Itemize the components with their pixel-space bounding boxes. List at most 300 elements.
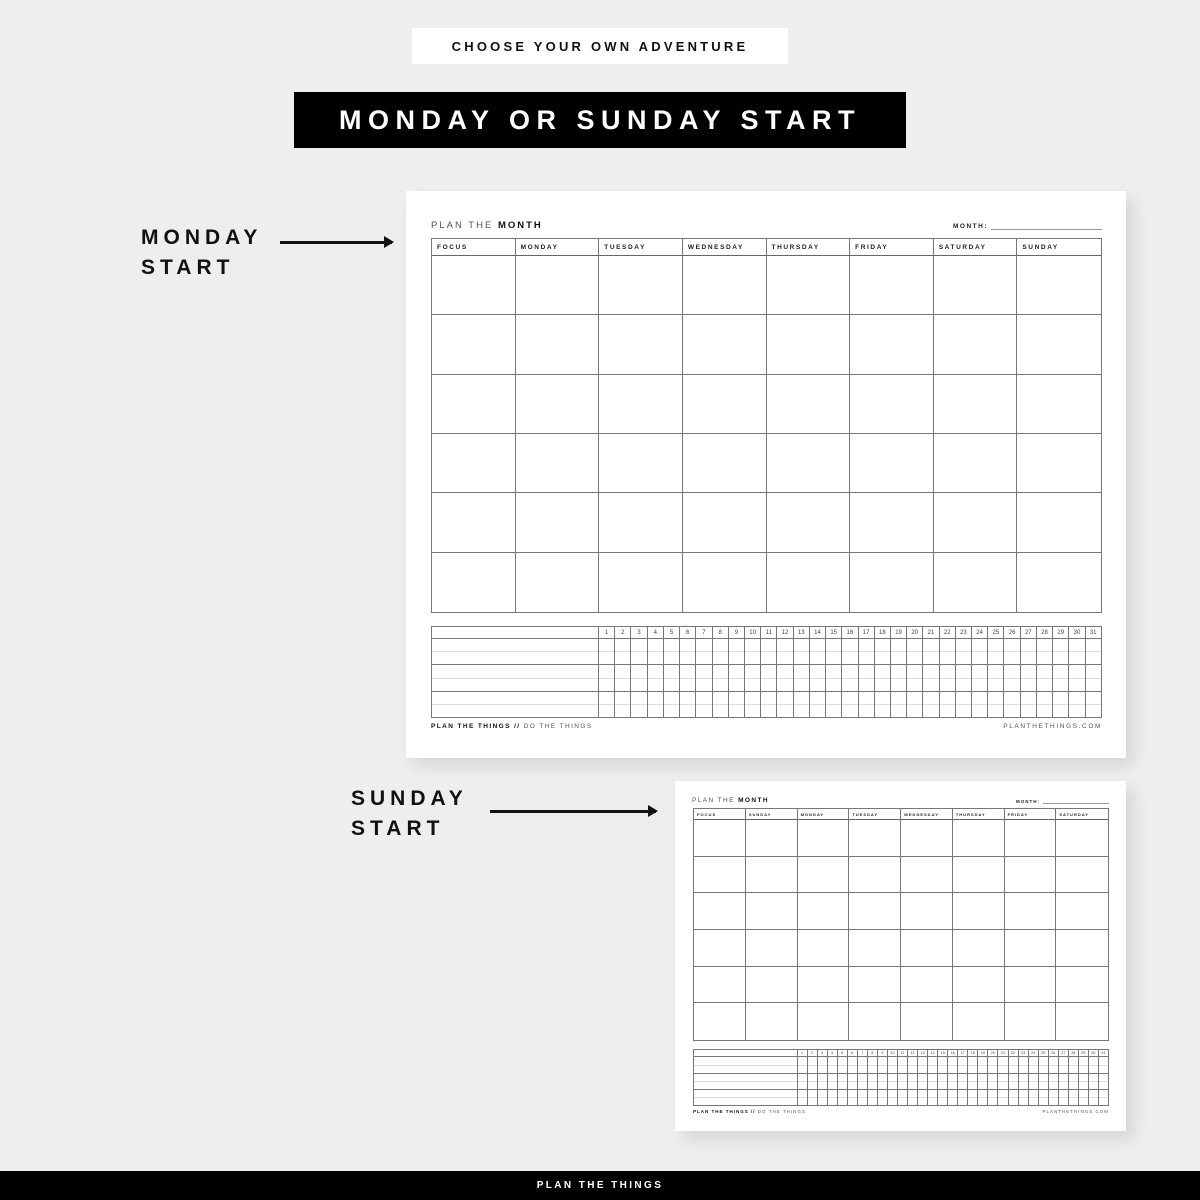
planner-footer-light: DO THE THINGS	[523, 723, 593, 730]
tracker-subline	[858, 1082, 867, 1089]
tracker-habit-header	[432, 627, 598, 639]
tracker-subline	[888, 1066, 897, 1073]
tracker-day-number: 20	[988, 1050, 997, 1057]
tracker-check-cell	[761, 665, 776, 691]
tracker-subline	[888, 1098, 897, 1105]
tracker-check-cell	[868, 1074, 877, 1090]
tracker-subline	[868, 1082, 877, 1089]
tracker-subline	[696, 665, 711, 678]
day-cell	[683, 256, 767, 315]
day-cell	[767, 493, 851, 552]
tracker-subline	[432, 692, 598, 705]
focus-cell	[694, 857, 746, 894]
tracker-subline	[1004, 705, 1019, 717]
tracker-subline	[1069, 1066, 1078, 1073]
tracker-check-cell	[1004, 665, 1019, 691]
day-cell	[1056, 893, 1108, 930]
tracker-check-cell	[1069, 692, 1084, 717]
arrow-right-icon	[280, 241, 392, 244]
tracker-check-cell	[826, 692, 841, 717]
planner-title-light: PLAN THE	[431, 220, 494, 231]
tracker-check-cell	[875, 665, 890, 691]
column-header-wednesday: WEDNESDAY	[901, 809, 953, 820]
tracker-subline	[777, 692, 792, 705]
tracker-subline	[1079, 1057, 1088, 1065]
tracker-check-cell	[940, 665, 955, 691]
tracker-subline	[777, 639, 792, 652]
tracker-check-cell	[1021, 692, 1036, 717]
column-header-tuesday: TUESDAY	[849, 809, 901, 820]
tracker-day-number: 31	[1086, 627, 1101, 639]
tracker-subline	[1089, 1098, 1098, 1105]
tracker-subline	[696, 705, 711, 717]
tracker-subline	[599, 639, 614, 652]
tracker-day-column	[664, 627, 680, 717]
day-cell	[934, 553, 1018, 612]
day-cell	[1056, 820, 1108, 857]
day-cell	[901, 1003, 953, 1040]
tracker-check-cell	[664, 692, 679, 717]
tracker-check-cell	[1029, 1090, 1038, 1105]
planner-title-bold: MONTH	[497, 220, 543, 231]
tracker-subline	[998, 1074, 1007, 1082]
tracker-check-cell	[888, 1090, 897, 1105]
tracker-subline	[631, 639, 646, 652]
tracker-day-column	[1021, 627, 1037, 717]
tracker-subline	[1021, 692, 1036, 705]
column-header-tuesday: TUESDAY	[599, 239, 683, 256]
tracker-day-number: 22	[940, 627, 955, 639]
tracker-check-cell	[907, 639, 922, 665]
tracker-day-column	[891, 627, 907, 717]
tracker-day-column	[875, 627, 891, 717]
tracker-subline	[1049, 1074, 1058, 1082]
tracker-check-cell	[1039, 1057, 1048, 1073]
tracker-subline	[808, 1098, 817, 1105]
tracker-check-cell	[798, 1074, 807, 1090]
monday-start-planner-preview[interactable]	[406, 191, 1126, 758]
tracker-check-cell	[948, 1074, 957, 1090]
tracker-check-cell	[956, 639, 971, 665]
tracker-check-cell	[928, 1090, 937, 1105]
tracker-subline	[713, 639, 728, 652]
tracker-check-cell	[696, 639, 711, 665]
tracker-day-column	[838, 1050, 848, 1105]
tracker-subline	[878, 1057, 887, 1065]
day-cell	[683, 434, 767, 493]
tracker-subline	[761, 692, 776, 705]
tracker-subline	[958, 1066, 967, 1073]
tracker-check-cell	[908, 1074, 917, 1090]
tracker-subline	[729, 679, 744, 691]
day-cell	[599, 434, 683, 493]
tracker-day-number: 24	[1029, 1050, 1038, 1057]
tracker-check-cell	[794, 692, 809, 717]
tracker-subline	[968, 1082, 977, 1089]
tracker-check-cell	[868, 1090, 877, 1105]
tracker-subline	[1099, 1074, 1108, 1082]
day-cell	[798, 967, 850, 1004]
column-header-monday: MONDAY	[798, 809, 850, 820]
tracker-subline	[907, 679, 922, 691]
tracker-subline	[761, 639, 776, 652]
day-cell	[850, 434, 934, 493]
tracker-check-cell	[696, 692, 711, 717]
column-header-saturday: SATURDAY	[934, 239, 1018, 256]
month-field-line	[991, 229, 1102, 230]
tracker-check-cell	[713, 639, 728, 665]
tracker-day-number: 15	[826, 627, 841, 639]
tracker-day-number: 12	[908, 1050, 917, 1057]
tracker-subline	[1037, 652, 1052, 664]
tracker-check-cell	[1086, 639, 1101, 665]
tracker-check-cell	[1069, 1074, 1078, 1090]
tracker-check-cell	[848, 1057, 857, 1073]
column-header-focus: FOCUS	[694, 809, 746, 820]
tracker-subline	[859, 639, 874, 652]
tracker-subline	[938, 1082, 947, 1089]
tracker-subline	[1039, 1090, 1048, 1098]
tracker-check-cell	[940, 692, 955, 717]
tracker-subline	[694, 1074, 797, 1082]
tracker-subline	[713, 679, 728, 691]
tracker-check-cell	[745, 639, 760, 665]
tracker-check-cell	[923, 665, 938, 691]
tracker-check-cell	[1079, 1057, 1088, 1073]
day-cell	[683, 375, 767, 434]
tracker-subline	[794, 639, 809, 652]
focus-cell	[432, 315, 516, 374]
focus-cell	[694, 820, 746, 857]
focus-cell	[694, 893, 746, 930]
tracker-subline	[1037, 639, 1052, 652]
tracker-check-cell	[729, 692, 744, 717]
tracker-day-number: 28	[1069, 1050, 1078, 1057]
day-cell	[798, 1003, 850, 1040]
tracker-subline	[1029, 1066, 1038, 1073]
tracker-subline	[615, 639, 630, 652]
tracker-subline	[828, 1082, 837, 1089]
tracker-subline	[777, 652, 792, 664]
tracker-subline	[878, 1082, 887, 1089]
tracker-subline	[875, 652, 890, 664]
tracker-check-cell	[810, 665, 825, 691]
tracker-subline	[631, 705, 646, 717]
tracker-day-number: 13	[918, 1050, 927, 1057]
tracker-subline	[798, 1090, 807, 1098]
tracker-check-cell	[938, 1090, 947, 1105]
tracker-subline	[968, 1090, 977, 1098]
tracker-day-column	[1049, 1050, 1059, 1105]
tracker-check-cell	[898, 1090, 907, 1105]
tracker-subline	[599, 679, 614, 691]
tracker-subline	[848, 1090, 857, 1098]
day-cell	[516, 256, 600, 315]
tracker-day-column	[868, 1050, 878, 1105]
tracker-check-cell	[1019, 1090, 1028, 1105]
day-cell	[767, 256, 851, 315]
tracker-check-cell	[631, 692, 646, 717]
tracker-subline	[696, 652, 711, 664]
tracker-subline	[745, 639, 760, 652]
tracker-subline	[918, 1057, 927, 1065]
tracker-subline	[680, 679, 695, 691]
tracker-day-column	[1037, 627, 1053, 717]
tracker-subline	[928, 1066, 937, 1073]
tracker-day-column	[859, 627, 875, 717]
tracker-day-column	[978, 1050, 988, 1105]
tracker-subline	[808, 1090, 817, 1098]
tracker-subline	[828, 1057, 837, 1065]
tracker-day-column	[631, 627, 647, 717]
day-cell	[1056, 930, 1108, 967]
tracker-day-column	[729, 627, 745, 717]
tracker-subline	[1037, 692, 1052, 705]
tracker-check-cell	[1009, 1057, 1018, 1073]
tracker-subline	[761, 705, 776, 717]
tracker-subline	[923, 665, 938, 678]
tracker-subline	[1039, 1057, 1048, 1065]
tracker-subline	[745, 679, 760, 691]
day-cell	[767, 553, 851, 612]
day-cell	[849, 1003, 901, 1040]
day-cell	[849, 967, 901, 1004]
tracker-check-cell	[988, 665, 1003, 691]
tracker-subline	[694, 1057, 797, 1065]
tracker-check-cell	[1039, 1074, 1048, 1090]
tracker-check-cell	[918, 1057, 927, 1073]
tracker-subline	[1049, 1057, 1058, 1065]
tracker-subline	[1021, 705, 1036, 717]
tracker-subline	[908, 1074, 917, 1082]
tracker-subline	[798, 1098, 807, 1105]
tracker-subline	[938, 1057, 947, 1065]
tracker-subline	[848, 1057, 857, 1065]
tracker-subline	[1037, 665, 1052, 678]
day-cell	[767, 315, 851, 374]
tracker-subline	[794, 665, 809, 678]
habit-tracker	[693, 1049, 1109, 1106]
tracker-subline	[908, 1082, 917, 1089]
tracker-day-column	[648, 627, 664, 717]
column-header-focus: FOCUS	[432, 239, 516, 256]
tracker-check-cell	[858, 1074, 867, 1090]
tracker-day-column	[761, 627, 777, 717]
tracker-subline	[1019, 1066, 1028, 1073]
tracker-check-cell	[810, 692, 825, 717]
tracker-habit-row	[694, 1057, 797, 1073]
tracker-subline	[808, 1082, 817, 1089]
tracker-subline	[631, 679, 646, 691]
tracker-check-cell	[940, 639, 955, 665]
tracker-day-number: 20	[907, 627, 922, 639]
tracker-subline	[948, 1082, 957, 1089]
tracker-day-column	[998, 1050, 1008, 1105]
tracker-subline	[875, 665, 890, 678]
tracker-subline	[958, 1074, 967, 1082]
tracker-subline	[432, 665, 598, 678]
tracker-subline	[432, 652, 598, 664]
tracker-subline	[848, 1066, 857, 1073]
tracker-subline	[988, 652, 1003, 664]
tracker-subline	[818, 1066, 827, 1073]
tracker-check-cell	[1069, 665, 1084, 691]
tracker-subline	[777, 705, 792, 717]
tracker-day-column	[777, 627, 793, 717]
tracker-subline	[988, 1057, 997, 1065]
tracker-check-cell	[798, 1057, 807, 1073]
tracker-subline	[810, 639, 825, 652]
monday-start-label	[141, 223, 262, 283]
day-cell	[516, 493, 600, 552]
tracker-subline	[1019, 1082, 1028, 1089]
day-cell	[901, 930, 953, 967]
tracker-subline	[972, 652, 987, 664]
day-cell	[1005, 893, 1057, 930]
tracker-subline	[1059, 1098, 1068, 1105]
day-cell	[850, 256, 934, 315]
tracker-subline	[794, 652, 809, 664]
sunday-start-planner-preview[interactable]	[675, 781, 1126, 1131]
tracker-day-column	[878, 1050, 888, 1105]
tracker-day-column	[826, 627, 842, 717]
tracker-subline	[1086, 705, 1101, 717]
tracker-check-cell	[859, 639, 874, 665]
tracker-subline	[1069, 692, 1084, 705]
tracker-subline	[888, 1082, 897, 1089]
tracker-subline	[923, 679, 938, 691]
tracker-check-cell	[938, 1057, 947, 1073]
tracker-subline	[858, 1098, 867, 1105]
day-cell	[599, 315, 683, 374]
day-cell	[1017, 493, 1101, 552]
tracker-subline	[938, 1066, 947, 1073]
tracker-check-cell	[842, 692, 857, 717]
day-cell	[849, 930, 901, 967]
tracker-check-cell	[888, 1074, 897, 1090]
day-cell	[1056, 1003, 1108, 1040]
tracker-check-cell	[615, 665, 630, 691]
tracker-check-cell	[810, 639, 825, 665]
tracker-subline	[828, 1098, 837, 1105]
sunday-start-label-line2: START	[351, 817, 445, 840]
tracker-check-cell	[745, 665, 760, 691]
tracker-subline	[680, 665, 695, 678]
tracker-subline	[956, 665, 971, 678]
tracker-subline	[664, 705, 679, 717]
tracker-subline	[858, 1090, 867, 1098]
tracker-subline	[988, 1074, 997, 1082]
tracker-day-number: 2	[808, 1050, 817, 1057]
planner-footer-light: DO THE THINGS	[757, 1109, 806, 1114]
tracker-subline	[1099, 1098, 1108, 1105]
tracker-subline	[918, 1074, 927, 1082]
tracker-subline	[838, 1066, 847, 1073]
day-cell	[798, 893, 850, 930]
tracker-subline	[998, 1082, 1007, 1089]
tracker-day-number: 23	[956, 627, 971, 639]
tracker-check-cell	[907, 665, 922, 691]
tracker-subline	[918, 1066, 927, 1073]
tracker-subline	[729, 652, 744, 664]
tracker-subline	[923, 705, 938, 717]
tracker-subline	[907, 705, 922, 717]
column-header-monday: MONDAY	[516, 239, 600, 256]
column-header-friday: FRIDAY	[850, 239, 934, 256]
tracker-check-cell	[948, 1090, 957, 1105]
tracker-subline	[1086, 652, 1101, 664]
tracker-check-cell	[1049, 1057, 1058, 1073]
tracker-day-number: 30	[1069, 627, 1084, 639]
tracker-subline	[1004, 679, 1019, 691]
tracker-check-cell	[859, 665, 874, 691]
tracker-subline	[1039, 1082, 1048, 1089]
tracker-subline	[729, 692, 744, 705]
tracker-subline	[988, 679, 1003, 691]
tracker-subline	[615, 679, 630, 691]
day-cell	[1017, 375, 1101, 434]
tracker-check-cell	[988, 1057, 997, 1073]
tracker-subline	[826, 705, 841, 717]
tracker-subline	[664, 692, 679, 705]
focus-cell	[432, 493, 516, 552]
tracker-subline	[1029, 1057, 1038, 1065]
tracker-check-cell	[1069, 1090, 1078, 1105]
tracker-day-column	[948, 1050, 958, 1105]
tracker-subline	[810, 679, 825, 691]
day-cell	[901, 967, 953, 1004]
tracker-subline	[868, 1066, 877, 1073]
tracker-habit-row	[694, 1074, 797, 1090]
tracker-subline	[968, 1057, 977, 1065]
tracker-check-cell	[908, 1090, 917, 1105]
tracker-day-number: 8	[713, 627, 728, 639]
tracker-subline	[978, 1066, 987, 1073]
tracker-subline	[838, 1074, 847, 1082]
tracker-habit-column	[432, 627, 599, 717]
tracker-subline	[1086, 665, 1101, 678]
tracker-subline	[978, 1074, 987, 1082]
tracker-subline	[648, 639, 663, 652]
tracker-subline	[928, 1057, 937, 1065]
tracker-check-cell	[777, 692, 792, 717]
tracker-subline	[648, 679, 663, 691]
tracker-check-cell	[1053, 639, 1068, 665]
page-title-banner: MONDAY OR SUNDAY START	[294, 92, 906, 148]
tracker-subline	[842, 665, 857, 678]
tracker-subline	[998, 1098, 1007, 1105]
tracker-check-cell	[798, 1090, 807, 1105]
habit-tracker	[431, 626, 1102, 718]
tracker-day-number: 29	[1079, 1050, 1088, 1057]
planner-title	[431, 220, 543, 231]
tracker-subline	[713, 692, 728, 705]
tracker-check-cell	[928, 1057, 937, 1073]
tracker-day-number: 27	[1059, 1050, 1068, 1057]
tracker-check-cell	[1009, 1090, 1018, 1105]
tracker-check-cell	[664, 665, 679, 691]
tracker-check-cell	[891, 665, 906, 691]
tracker-check-cell	[1053, 692, 1068, 717]
tracker-subline	[838, 1090, 847, 1098]
tracker-subline	[888, 1074, 897, 1082]
tracker-subline	[1059, 1082, 1068, 1089]
tracker-subline	[810, 692, 825, 705]
tracker-subline	[794, 705, 809, 717]
tracker-subline	[1021, 639, 1036, 652]
tracker-subline	[848, 1082, 857, 1089]
tracker-subline	[1089, 1082, 1098, 1089]
